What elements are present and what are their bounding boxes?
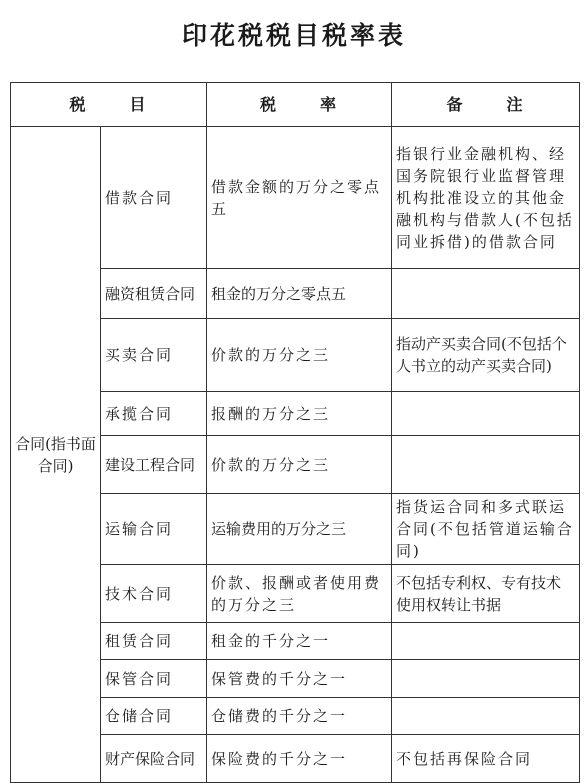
item-cell: 买卖合同 — [101, 319, 207, 392]
tax-rate-table — [10, 82, 580, 783]
item-cell: 租赁合同 — [101, 623, 207, 660]
rate-cell: 保险费的千分之一 — [207, 735, 392, 783]
rate-cell: 借款金额的万分之零点五 — [207, 127, 392, 269]
rate-cell: 价款、报酬或者使用费的万分之三 — [207, 565, 392, 623]
note-cell — [392, 392, 580, 436]
item-cell: 借款合同 — [101, 127, 207, 269]
item-cell: 承揽合同 — [101, 392, 207, 436]
item-cell: 融资租赁合同 — [101, 269, 207, 319]
rate-cell: 仓储费的千分之一 — [207, 698, 392, 735]
note-cell — [392, 660, 580, 698]
header-rate: 税 率 — [207, 83, 392, 127]
note-cell — [392, 436, 580, 494]
header-item: 税 目 — [11, 83, 207, 127]
rate-cell: 保管费的千分之一 — [207, 660, 392, 698]
item-cell: 仓储合同 — [101, 698, 207, 735]
category-cell: 合同(指书面合同) — [11, 127, 101, 783]
rate-cell: 租金的千分之一 — [207, 623, 392, 660]
item-cell: 保管合同 — [101, 660, 207, 698]
rate-cell: 租金的万分之零点五 — [207, 269, 392, 319]
note-cell — [392, 698, 580, 735]
note-cell: 不包括再保险合同 — [392, 735, 580, 783]
page-title: 印花税税目税率表 — [181, 21, 406, 50]
note-cell: 不包括专利权、专有技术使用权转让书据 — [392, 565, 580, 623]
rate-cell: 报酬的万分之三 — [207, 392, 392, 436]
note-cell — [392, 269, 580, 319]
header-note: 备 注 — [392, 83, 580, 127]
item-cell: 运输合同 — [101, 494, 207, 565]
rate-cell: 价款的万分之三 — [207, 436, 392, 494]
note-cell — [392, 623, 580, 660]
rate-cell: 价款的万分之三 — [207, 319, 392, 392]
table-row — [11, 127, 580, 269]
rate-cell: 运输费用的万分之三 — [207, 494, 392, 565]
table-header-row — [11, 83, 580, 127]
note-cell: 指银行业金融机构、经国务院银行业监督管理机构批准设立的其他金融机构与借款人(不包括同业拆借)的借款合同 — [392, 127, 580, 269]
item-cell: 技术合同 — [101, 565, 207, 623]
note-cell: 指动产买卖合同(不包括个人书立的动产买卖合同) — [392, 319, 580, 392]
note-cell: 指货运合同和多式联运合同(不包括管道运输合同) — [392, 494, 580, 565]
item-cell: 财产保险合同 — [101, 735, 207, 783]
item-cell: 建设工程合同 — [101, 436, 207, 494]
